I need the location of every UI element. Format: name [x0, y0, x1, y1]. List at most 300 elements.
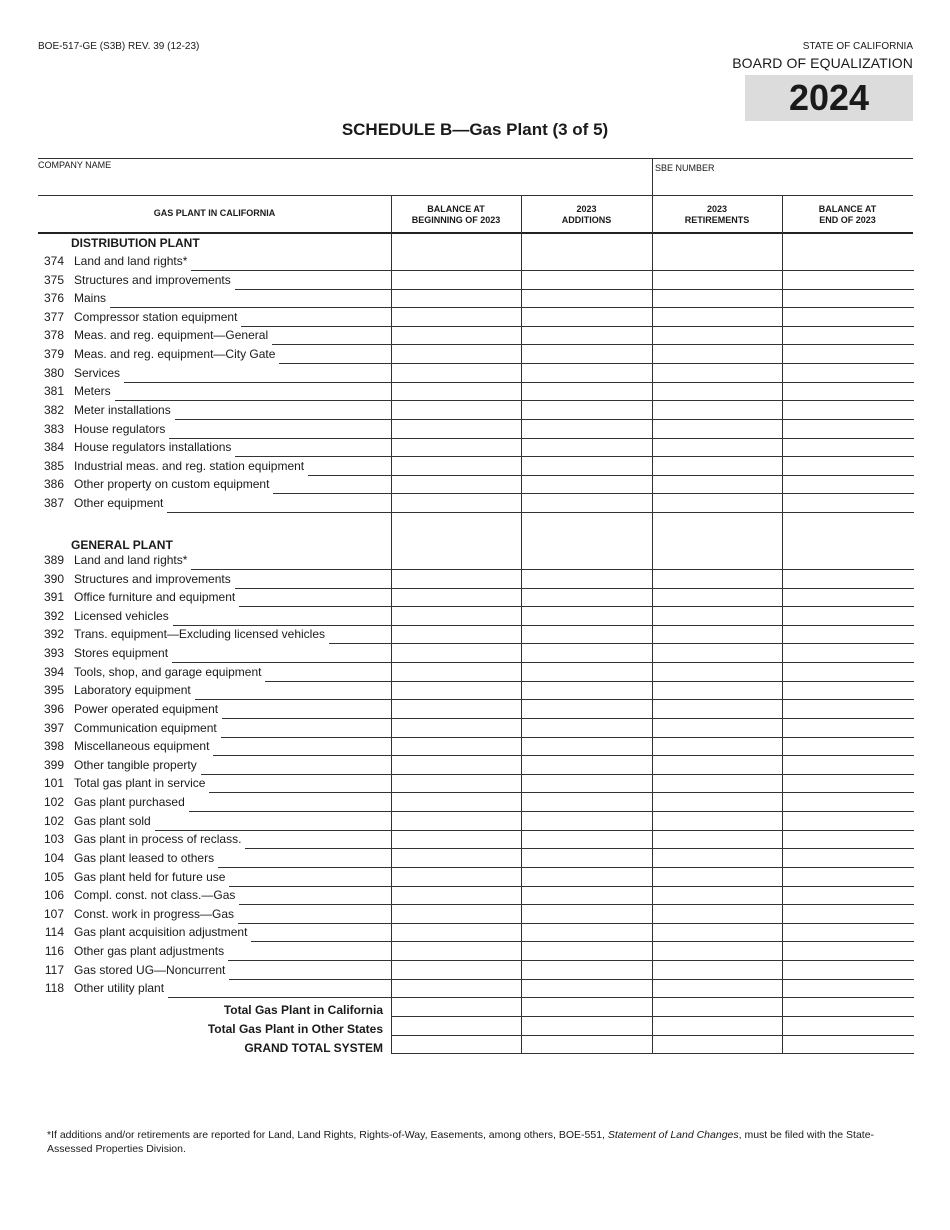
amount-cell-additions[interactable] — [521, 850, 653, 868]
amount-cell-retirements[interactable] — [652, 813, 783, 831]
amount-cell-retirements[interactable] — [652, 720, 783, 738]
line-label: Const. work in progress—Gas — [74, 907, 235, 921]
amount-cell-retirements[interactable] — [652, 402, 783, 420]
amount-cell-retirements[interactable] — [652, 608, 783, 626]
column-header-additions: 2023 ADDITIONS — [561, 204, 612, 225]
amount-cell-balance-beginning[interactable] — [391, 589, 522, 607]
amount-cell-additions[interactable] — [521, 571, 653, 589]
line-label: House regulators — [74, 422, 166, 436]
line-label: Power operated equipment — [74, 702, 219, 716]
line-number: 386 — [43, 477, 64, 491]
table-row — [38, 682, 391, 700]
leader-line — [273, 493, 391, 494]
amount-cell-balance-end[interactable] — [782, 327, 914, 345]
table-row — [38, 775, 391, 793]
table-row — [38, 664, 391, 682]
line-label: House regulators installations — [74, 440, 232, 454]
amount-cell-retirements[interactable] — [652, 682, 783, 700]
leader-line — [191, 569, 391, 570]
state-label: STATE OF CALIFORNIA — [802, 41, 913, 52]
leader-line — [110, 307, 391, 308]
table-row — [38, 571, 391, 589]
line-number: 387 — [43, 496, 64, 510]
company-name-field[interactable] — [38, 172, 651, 194]
line-number: 102 — [43, 795, 64, 809]
amount-cell-balance-end[interactable] — [782, 720, 914, 738]
amount-cell-retirements[interactable] — [652, 757, 783, 775]
amount-cell-balance-end[interactable] — [782, 458, 914, 476]
amount-cell-balance-end[interactable] — [782, 290, 914, 308]
amount-cell-balance-end[interactable] — [782, 701, 914, 719]
amount-cell-balance-beginning[interactable] — [391, 383, 522, 401]
amount-cell-additions[interactable] — [521, 738, 653, 756]
line-number: 399 — [43, 758, 64, 772]
table-row — [38, 272, 391, 290]
line-label: Gas plant sold — [74, 814, 151, 828]
line-label: Miscellaneous equipment — [74, 739, 210, 753]
footnote-text: *If additions and/or retirements are reported for Land, Land Rights, Rights-of-Way, Easements, among others, BOE-551, — [47, 1129, 608, 1141]
amount-cell-balance-beginning[interactable] — [391, 272, 522, 290]
line-label: Other utility plant — [74, 981, 165, 995]
line-number: 390 — [43, 572, 64, 586]
amount-cell-retirements[interactable] — [652, 645, 783, 663]
amount-cell-balance-beginning[interactable] — [391, 365, 522, 383]
amount-cell-balance-end[interactable] — [782, 626, 914, 644]
amount-cell-balance-beginning[interactable] — [391, 495, 522, 513]
sbe-number-label: SBE NUMBER — [655, 163, 715, 173]
amount-cell-balance-beginning[interactable] — [391, 552, 522, 570]
table-row — [38, 346, 391, 364]
amount-cell-additions[interactable] — [521, 458, 653, 476]
amount-cell-balance-end[interactable] — [782, 383, 914, 401]
amount-cell-retirements[interactable] — [652, 831, 783, 849]
amount-cell-balance-beginning[interactable] — [391, 402, 522, 420]
amount-cell-retirements[interactable] — [652, 365, 783, 383]
table-row — [38, 365, 391, 383]
line-number: 389 — [43, 553, 64, 567]
table-row — [38, 458, 391, 476]
table-row — [38, 980, 391, 998]
leader-line — [239, 904, 391, 905]
amount-cell-retirements[interactable] — [652, 309, 783, 327]
column-header-balance-end: BALANCE AT END OF 2023 — [818, 204, 877, 225]
amount-cell-balance-beginning[interactable] — [391, 738, 522, 756]
amount-cell-balance-beginning[interactable] — [391, 682, 522, 700]
amount-cell-balance-end[interactable] — [782, 1018, 914, 1036]
amount-cell-additions[interactable] — [521, 272, 653, 290]
line-number: 374 — [43, 254, 64, 268]
line-label: Trans. equipment—Excluding licensed vehicles — [74, 627, 326, 641]
amount-cell-additions[interactable] — [521, 608, 653, 626]
amount-cell-balance-end[interactable] — [782, 999, 914, 1017]
company-name-label: COMPANY NAME — [38, 160, 112, 170]
amount-cell-retirements[interactable] — [652, 794, 783, 812]
line-number: 107 — [43, 907, 64, 921]
amount-cell-retirements[interactable] — [652, 495, 783, 513]
amount-cell-retirements[interactable] — [652, 421, 783, 439]
line-number: 392 — [43, 609, 64, 623]
amount-cell-balance-end[interactable] — [782, 365, 914, 383]
leader-line — [235, 456, 391, 457]
amount-cell-balance-end[interactable] — [782, 476, 914, 494]
amount-cell-additions[interactable] — [521, 439, 653, 457]
line-number: 383 — [43, 422, 64, 436]
amount-cell-balance-beginning[interactable] — [391, 850, 522, 868]
amount-cell-balance-end[interactable] — [782, 589, 914, 607]
line-number: 102 — [43, 814, 64, 828]
line-label: Meters — [74, 384, 111, 398]
amount-cell-additions[interactable] — [521, 906, 653, 924]
amount-cell-additions[interactable] — [521, 682, 653, 700]
amount-cell-retirements[interactable] — [652, 906, 783, 924]
line-label: Other equipment — [74, 496, 164, 510]
table-row — [38, 701, 391, 719]
amount-cell-retirements[interactable] — [652, 346, 783, 364]
amount-cell-balance-beginning[interactable] — [391, 887, 522, 905]
line-number: 381 — [43, 384, 64, 398]
amount-cell-additions[interactable] — [521, 720, 653, 738]
amount-cell-additions[interactable] — [521, 402, 653, 420]
line-number: 394 — [43, 665, 64, 679]
amount-cell-retirements[interactable] — [652, 850, 783, 868]
amount-cell-balance-end[interactable] — [782, 869, 914, 887]
amount-cell-additions[interactable] — [521, 365, 653, 383]
table-row — [38, 850, 391, 868]
table-row — [38, 887, 391, 905]
amount-cell-retirements[interactable] — [652, 1018, 783, 1036]
amount-cell-balance-end[interactable] — [782, 495, 914, 513]
table-row — [38, 720, 391, 738]
amount-cell-balance-end[interactable] — [782, 402, 914, 420]
amount-cell-additions[interactable] — [521, 962, 653, 980]
leader-line — [172, 662, 391, 663]
amount-cell-additions[interactable] — [521, 309, 653, 327]
amount-cell-retirements[interactable] — [652, 327, 783, 345]
line-number: 118 — [44, 981, 64, 995]
total-other-states-label: Total Gas Plant in Other States — [207, 1022, 383, 1036]
amount-cell-retirements[interactable] — [652, 1036, 783, 1054]
line-number: 382 — [43, 403, 64, 417]
line-number: 393 — [43, 646, 64, 660]
amount-cell-additions[interactable] — [521, 887, 653, 905]
amount-cell-additions[interactable] — [521, 495, 653, 513]
amount-cell-additions[interactable] — [521, 701, 653, 719]
leader-line — [251, 941, 391, 942]
line-label: Other property on custom equipment — [74, 477, 270, 491]
line-label: Land and land rights* — [74, 254, 188, 268]
leader-line — [228, 960, 391, 961]
amount-cell-balance-beginning[interactable] — [391, 869, 522, 887]
amount-cell-retirements[interactable] — [652, 571, 783, 589]
table-row — [38, 476, 391, 494]
amount-cell-balance-beginning[interactable] — [391, 924, 522, 942]
line-number: 104 — [43, 851, 64, 865]
amount-cell-balance-beginning[interactable] — [391, 701, 522, 719]
amount-cell-balance-end[interactable] — [782, 813, 914, 831]
amount-cell-balance-beginning[interactable] — [391, 1018, 522, 1036]
table-row — [38, 626, 391, 644]
line-label: Land and land rights* — [74, 553, 188, 567]
table-row — [38, 402, 391, 420]
amount-cell-retirements[interactable] — [652, 738, 783, 756]
amount-cell-retirements[interactable] — [652, 626, 783, 644]
line-number: 101 — [43, 776, 64, 790]
amount-cell-additions[interactable] — [521, 943, 653, 961]
amount-cell-balance-beginning[interactable] — [391, 943, 522, 961]
line-number: 375 — [43, 273, 64, 287]
amount-cell-balance-end[interactable] — [782, 272, 914, 290]
table-row — [38, 421, 391, 439]
amount-cell-balance-end[interactable] — [782, 346, 914, 364]
amount-cell-balance-beginning[interactable] — [391, 421, 522, 439]
amount-cell-retirements[interactable] — [652, 887, 783, 905]
amount-cell-retirements[interactable] — [652, 476, 783, 494]
amount-cell-balance-beginning[interactable] — [391, 458, 522, 476]
line-number: 106 — [43, 888, 64, 902]
leader-line — [168, 997, 391, 998]
amount-cell-balance-end[interactable] — [782, 738, 914, 756]
line-label: Meas. and reg. equipment—General — [74, 328, 269, 342]
amount-cell-additions[interactable] — [521, 775, 653, 793]
amount-cell-balance-end[interactable] — [782, 552, 914, 570]
table-row — [38, 552, 391, 570]
line-number: 391 — [43, 590, 64, 604]
amount-cell-additions[interactable] — [521, 552, 653, 570]
amount-cell-retirements[interactable] — [652, 458, 783, 476]
amount-cell-balance-beginning[interactable] — [391, 720, 522, 738]
amount-cell-balance-end[interactable] — [782, 608, 914, 626]
leader-line — [191, 270, 391, 271]
amount-cell-balance-beginning[interactable] — [391, 476, 522, 494]
board-label: BOARD OF EQUALIZATION — [732, 55, 913, 71]
amount-cell-retirements[interactable] — [652, 980, 783, 998]
amount-cell-balance-end[interactable] — [782, 1036, 914, 1054]
table-row — [38, 495, 391, 513]
amount-cell-balance-beginning[interactable] — [391, 794, 522, 812]
leader-line — [167, 512, 391, 513]
grand-total-label: GRAND TOTAL SYSTEM — [244, 1041, 383, 1055]
line-label: Gas stored UG—Noncurrent — [74, 963, 226, 977]
amount-cell-balance-beginning[interactable] — [391, 664, 522, 682]
amount-cell-additions[interactable] — [521, 1018, 653, 1036]
amount-cell-retirements[interactable] — [652, 552, 783, 570]
amount-cell-additions[interactable] — [521, 831, 653, 849]
column-header-description: GAS PLANT IN CALIFORNIA — [153, 208, 276, 218]
amount-cell-additions[interactable] — [521, 589, 653, 607]
amount-cell-balance-end[interactable] — [782, 831, 914, 849]
line-number: 395 — [43, 683, 64, 697]
amount-cell-retirements[interactable] — [652, 383, 783, 401]
amount-cell-retirements[interactable] — [652, 943, 783, 961]
leader-line — [239, 606, 391, 607]
leader-line — [195, 699, 391, 700]
table-row — [38, 327, 391, 345]
amount-cell-retirements[interactable] — [652, 924, 783, 942]
amount-cell-retirements[interactable] — [652, 775, 783, 793]
amount-cell-balance-end[interactable] — [782, 850, 914, 868]
leader-line — [189, 811, 391, 812]
amount-cell-balance-beginning[interactable] — [391, 439, 522, 457]
line-label: Office furniture and equipment — [74, 590, 236, 604]
amount-cell-additions[interactable] — [521, 813, 653, 831]
amount-cell-balance-end[interactable] — [782, 980, 914, 998]
amount-cell-additions[interactable] — [521, 327, 653, 345]
amount-cell-retirements[interactable] — [652, 664, 783, 682]
amount-cell-balance-beginning[interactable] — [391, 813, 522, 831]
table-row — [38, 906, 391, 924]
amount-cell-balance-end[interactable] — [782, 309, 914, 327]
amount-cell-additions[interactable] — [521, 980, 653, 998]
amount-cell-balance-beginning[interactable] — [391, 999, 522, 1017]
line-number: 398 — [43, 739, 64, 753]
amount-cell-retirements[interactable] — [652, 589, 783, 607]
amount-cell-balance-end[interactable] — [782, 962, 914, 980]
line-label: Gas plant purchased — [74, 795, 185, 809]
amount-cell-balance-end[interactable] — [782, 757, 914, 775]
table-row — [38, 831, 391, 849]
footnote — [47, 1128, 907, 1156]
leader-line — [272, 344, 391, 345]
table-row — [38, 608, 391, 626]
company-top-rule — [38, 158, 913, 159]
table-row — [38, 439, 391, 457]
table-row — [38, 943, 391, 961]
table-row — [38, 869, 391, 887]
amount-cell-balance-beginning[interactable] — [391, 346, 522, 364]
section-title-distribution: DISTRIBUTION PLANT — [71, 236, 200, 250]
line-label: Licensed vehicles — [74, 609, 169, 623]
leader-line — [222, 718, 391, 719]
table-row — [38, 813, 391, 831]
amount-cell-balance-end[interactable] — [782, 645, 914, 663]
amount-cell-additions[interactable] — [521, 290, 653, 308]
amount-cell-retirements[interactable] — [652, 962, 783, 980]
amount-cell-balance-end[interactable] — [782, 439, 914, 457]
line-label: Stores equipment — [74, 646, 169, 660]
line-number: 377 — [43, 310, 64, 324]
amount-cell-additions[interactable] — [521, 999, 653, 1017]
table-row — [38, 645, 391, 663]
amount-cell-balance-beginning[interactable] — [391, 1036, 522, 1054]
amount-cell-balance-end[interactable] — [782, 943, 914, 961]
line-label: Meter installations — [74, 403, 171, 417]
line-label: Services — [74, 366, 121, 380]
amount-cell-additions[interactable] — [521, 626, 653, 644]
amount-cell-additions[interactable] — [521, 346, 653, 364]
sbe-number-field[interactable] — [655, 175, 910, 195]
line-number: 379 — [43, 347, 64, 361]
amount-cell-retirements[interactable] — [652, 253, 783, 271]
amount-cell-balance-end[interactable] — [782, 682, 914, 700]
amount-cell-balance-end[interactable] — [782, 924, 914, 942]
line-label: Compressor station equipment — [74, 310, 238, 324]
footnote-text-end: , must be filed with the State-Assessed Properties Division. — [47, 1129, 875, 1155]
amount-cell-additions[interactable] — [521, 664, 653, 682]
amount-cell-balance-end[interactable] — [782, 571, 914, 589]
amount-cell-additions[interactable] — [521, 1036, 653, 1054]
amount-cell-additions[interactable] — [521, 869, 653, 887]
amount-cell-balance-end[interactable] — [782, 775, 914, 793]
line-number: 117 — [44, 963, 64, 977]
amount-cell-retirements[interactable] — [652, 439, 783, 457]
table-row — [38, 290, 391, 308]
line-number: 376 — [43, 291, 64, 305]
table-row — [38, 757, 391, 775]
amount-cell-balance-beginning[interactable] — [391, 831, 522, 849]
amount-cell-balance-beginning[interactable] — [391, 608, 522, 626]
amount-cell-additions[interactable] — [521, 383, 653, 401]
amount-cell-additions[interactable] — [521, 476, 653, 494]
amount-cell-balance-beginning[interactable] — [391, 757, 522, 775]
amount-cell-balance-beginning[interactable] — [391, 980, 522, 998]
amount-cell-balance-beginning[interactable] — [391, 290, 522, 308]
amount-cell-retirements[interactable] — [652, 999, 783, 1017]
amount-cell-balance-beginning[interactable] — [391, 327, 522, 345]
amount-cell-balance-beginning[interactable] — [391, 645, 522, 663]
leader-line — [329, 643, 391, 644]
amount-cell-additions[interactable] — [521, 421, 653, 439]
line-number: 397 — [43, 721, 64, 735]
amount-cell-balance-end[interactable] — [782, 421, 914, 439]
line-label: Meas. and reg. equipment—City Gate — [74, 347, 276, 361]
amount-cell-additions[interactable] — [521, 924, 653, 942]
amount-cell-balance-end[interactable] — [782, 906, 914, 924]
amount-cell-balance-beginning[interactable] — [391, 962, 522, 980]
amount-cell-balance-beginning[interactable] — [391, 775, 522, 793]
amount-cell-retirements[interactable] — [652, 272, 783, 290]
table-row — [38, 738, 391, 756]
amount-cell-balance-beginning[interactable] — [391, 309, 522, 327]
line-number: 378 — [43, 328, 64, 342]
table-row — [38, 924, 391, 942]
amount-cell-balance-end[interactable] — [782, 887, 914, 905]
amount-cell-additions[interactable] — [521, 645, 653, 663]
table-row — [38, 962, 391, 980]
leader-line — [245, 848, 391, 849]
amount-cell-balance-end[interactable] — [782, 794, 914, 812]
amount-cell-retirements[interactable] — [652, 869, 783, 887]
line-label: Other tangible property — [74, 758, 197, 772]
amount-cell-additions[interactable] — [521, 794, 653, 812]
amount-cell-additions[interactable] — [521, 757, 653, 775]
line-label: Gas plant in process of reclass. — [74, 832, 242, 846]
table-row — [38, 309, 391, 327]
line-number: 384 — [43, 440, 64, 454]
amount-cell-balance-beginning[interactable] — [391, 626, 522, 644]
page-title: SCHEDULE B—Gas Plant (3 of 5) — [341, 120, 609, 139]
section-title-general: GENERAL PLANT — [71, 538, 173, 552]
amount-cell-balance-end[interactable] — [782, 664, 914, 682]
line-label: Structures and improvements — [74, 572, 231, 586]
amount-cell-retirements[interactable] — [652, 701, 783, 719]
line-label: Compl. const. not class.—Gas — [74, 888, 236, 902]
year-box: 2024 — [745, 75, 913, 121]
line-label: Laboratory equipment — [74, 683, 191, 697]
line-label: Gas plant held for future use — [74, 870, 226, 884]
line-label: Industrial meas. and reg. station equipment — [74, 459, 305, 473]
column-header-retirements: 2023 RETIREMENTS — [684, 204, 750, 225]
line-number: 392 — [43, 627, 64, 641]
table-row — [38, 253, 391, 271]
amount-cell-balance-beginning[interactable] — [391, 253, 522, 271]
amount-cell-balance-end[interactable] — [782, 253, 914, 271]
amount-cell-additions[interactable] — [521, 253, 653, 271]
total-california-label: Total Gas Plant in California — [223, 1003, 383, 1017]
amount-cell-retirements[interactable] — [652, 290, 783, 308]
line-label: Other gas plant adjustments — [74, 944, 225, 958]
amount-cell-balance-beginning[interactable] — [391, 571, 522, 589]
amount-cell-balance-beginning[interactable] — [391, 906, 522, 924]
